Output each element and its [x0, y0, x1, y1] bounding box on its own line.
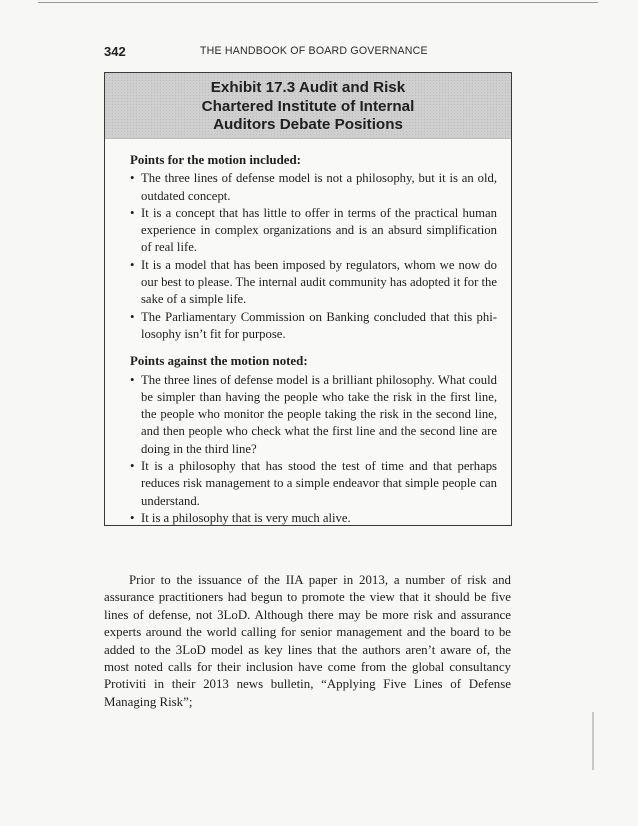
list-item-text: It is a concept that has little to offer in terms of the practical human experience in complex organizations and is an absurd simplification of real life.: [141, 205, 497, 255]
bullet-icon: •: [130, 510, 135, 525]
top-rule: [38, 2, 598, 3]
list-item-text: The three lines of defense model is not a philosophy, but it is an old, outdated concept.: [141, 171, 497, 203]
list-item-text: The Parliamentary Commission on Banking concluded that this phi-losophy isn’t fit for purpose.: [141, 309, 497, 341]
list-item: [130, 170, 497, 205]
list-item-text: It is a model that has been imposed by regulators, whom we now do our best to please. The internal audit community has adopted it for the sake of a simple life.: [141, 257, 497, 307]
for-motion-list: [130, 170, 497, 343]
against-motion-list: [130, 372, 497, 528]
running-head: THE HANDBOOK OF BOARD GOVERNANCE: [200, 45, 428, 57]
bullet-icon: •: [130, 205, 135, 220]
list-item-text: The three lines of defense model is a brilliant philosophy. What could be simpler than having the people who take the risk in the first line, the people who monitor the people taking the risk in the second line, and then people who check what the first line and the second line are doing in the third line?: [141, 372, 497, 456]
exhibit-body: [105, 139, 511, 527]
list-item: [130, 257, 497, 309]
bullet-icon: •: [130, 372, 135, 387]
list-item: [130, 510, 497, 527]
exhibit-title: Exhibit 17.3 Audit and Risk Chartered Institute of Internal Auditors Debate Positions: [201, 79, 415, 133]
list-item: [130, 309, 497, 344]
page-header: [104, 44, 524, 62]
list-item-text: It is a philosophy that has stood the test of time and that perhaps reduces risk management to a simple endeavor that simple people can understand.: [141, 459, 497, 508]
list-item-text: It is a philosophy that is very much alive.: [141, 510, 351, 525]
list-item: [130, 205, 497, 257]
bullet-icon: •: [130, 171, 135, 186]
page-number: 342: [104, 44, 126, 59]
bullet-icon: •: [130, 459, 135, 474]
for-motion-heading: Points for the motion included:: [130, 153, 301, 167]
bullet-icon: •: [130, 257, 135, 272]
bullet-icon: •: [130, 309, 135, 324]
list-item: [130, 372, 497, 458]
margin-mark: [592, 712, 594, 770]
list-item: [130, 458, 497, 510]
exhibit-header: [105, 73, 511, 139]
body-paragraph: Prior to the issuance of the IIA paper in 2013, a number of risk and assurance practitioners had begun to promote the view that it should be five lines of defense, not 3LoD. Although there may be more risk and assurance experts around the world calling for senior management and the board to be added to the 3LoD model as key lines that the authors aren’t aware of, the most noted calls for their inclusion have come from the global consultancy Protiviti in their 2013 news bulletin, “Applying Five Lines of Defense Managing Risk”;: [104, 573, 511, 709]
exhibit-box: [104, 72, 512, 526]
against-motion-heading: Points against the motion noted:: [130, 354, 308, 369]
